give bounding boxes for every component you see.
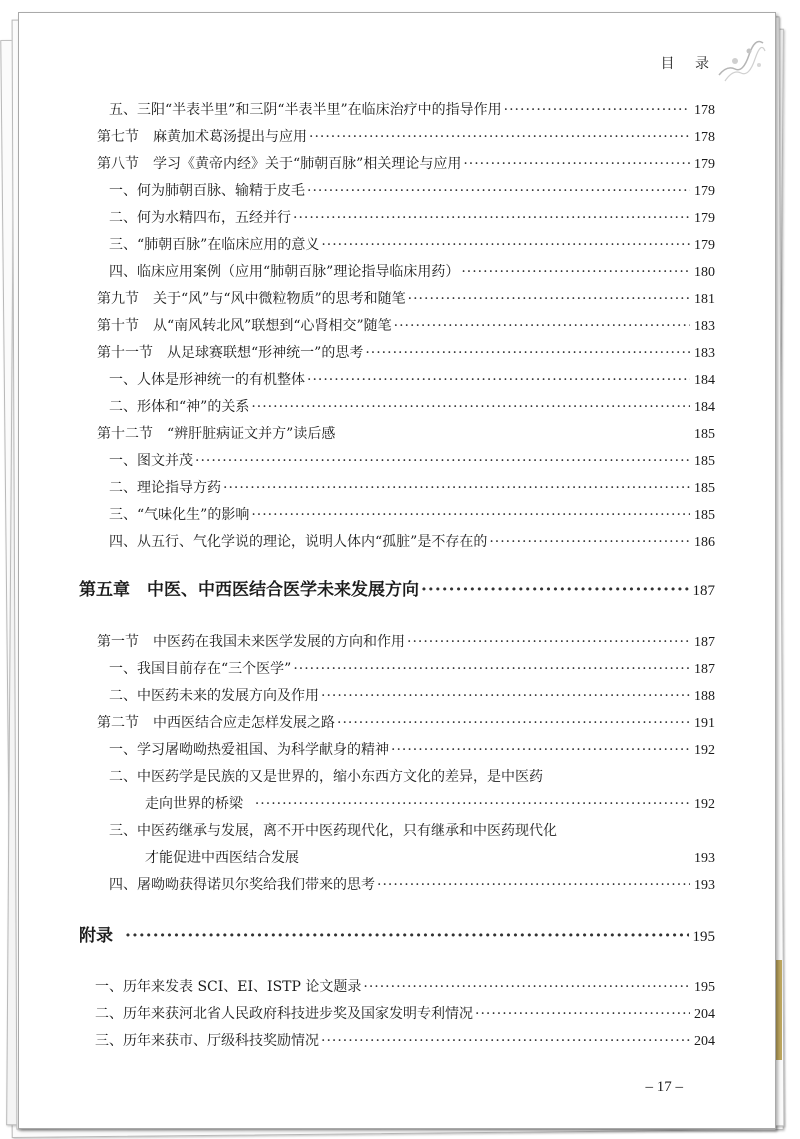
toc-entry-title: 二、理论指导方药 [109,480,221,496]
toc-entry-title: 二、历年来获河北省人民政府科技进步奖及国家发明专利情况 [95,1006,473,1022]
toc-section[interactable] [97,631,715,653]
toc-entry-title: 三、“气味化生”的影响 [109,507,250,523]
toc-entry-page: 204 [694,1034,715,1049]
toc-entry[interactable] [109,820,715,842]
toc-entry-title: 第十一节 从足球赛联想“形神统一”的思考 [97,345,364,361]
toc-section[interactable] [97,288,715,310]
toc-entry[interactable] [109,477,715,499]
toc-entry[interactable] [109,766,715,788]
toc-entry-page: 191 [694,716,715,731]
toc-entry-title: 二、中医药学是民族的又是世界的，缩小东西方文化的差异，是中医药 [109,769,543,785]
toc-entry-page: 181 [694,292,715,307]
toc-section[interactable] [97,126,715,148]
toc-entry-page: 184 [694,400,715,415]
toc-entry-title: 附录 [79,926,113,946]
toc-entry[interactable] [95,976,715,998]
toc-entry-page: 185 [694,454,715,469]
toc-entry-title: 第二节 中西医结合应走怎样发展之路 [97,715,335,731]
toc-entry-title: 二、中医药未来的发展方向及作用 [109,688,319,704]
toc-entry-title: 走向世界的桥梁 [145,796,243,812]
toc-entry-title: 五、三阳“半表半里”和三阴“半表半里”在临床治疗中的指导作用 [109,102,502,118]
toc-entry-title: 第五章 中医、中西医结合医学未来发展方向 [79,580,419,600]
toc-entry-title: 二、形体和“神”的关系 [109,399,250,415]
toc-entry-page: 184 [694,373,715,388]
toc-entry[interactable] [109,531,715,553]
toc-entry-title: 一、历年来发表 SCI、EI、ISTP 论文题录 [95,979,362,995]
toc-entry-continuation[interactable] [145,847,715,869]
toc-entry-title: 一、学习屠呦呦热爱祖国、为科学献身的精神 [109,742,389,758]
toc-entry-page: 180 [694,265,715,280]
toc-entry[interactable] [109,396,715,418]
toc-entry-page: 204 [694,1007,715,1022]
page-number: – 17 – [645,1079,683,1095]
toc-entry-title: 第七节 麻黄加术葛汤提出与应用 [97,129,307,145]
toc-entry[interactable] [109,450,715,472]
toc-entry-page: 185 [694,508,715,523]
toc-entry-title: 一、我国目前存在“三个医学” [109,661,292,677]
toc-entry-page: 193 [694,878,715,893]
toc-chapter[interactable] [79,579,715,601]
toc-entry-title: 三、“肺朝百脉”在临床应用的意义 [109,237,320,253]
toc-entry-page: 186 [694,535,715,550]
toc-entry-title: 一、何为肺朝百脉、输精于皮毛 [109,183,305,199]
toc-entry[interactable] [109,685,715,707]
toc-entry[interactable] [109,658,715,680]
toc-entry-page: 187 [694,662,715,677]
toc-entry-page: 195 [692,929,715,945]
toc-entry-title: 第八节 学习《黄帝内经》关于“肺朝百脉”相关理论与应用 [97,156,462,172]
toc-entry-title: 二、何为水精四布，五经并行 [109,210,291,226]
toc-entry-page: 192 [694,797,715,812]
toc-entry-page: 179 [694,238,715,253]
toc-entry-page: 179 [694,184,715,199]
toc-entry[interactable] [109,874,715,896]
toc-section[interactable] [97,712,715,734]
decorative-ornament-icon [715,35,767,85]
toc-entry-page: 195 [694,980,715,995]
toc-entry-page: 179 [694,157,715,172]
toc-appendix[interactable] [79,925,715,947]
toc-entry-page: 185 [694,427,715,442]
toc-entry[interactable] [109,261,715,283]
toc-entry-page: 178 [694,103,715,118]
toc-entry[interactable] [95,1030,715,1052]
toc-entry[interactable] [109,99,715,121]
toc-entry[interactable] [109,504,715,526]
toc-entry-title: 四、临床应用案例（应用“肺朝百脉”理论指导临床用药） [109,264,460,280]
toc-entry-title: 一、人体是形神统一的有机整体 [109,372,305,388]
toc-entry-page: 193 [694,851,715,866]
toc-entry-page: 183 [694,319,715,334]
toc-entry-title: 第十二节 “辨肝脏病证文并方”读后感 [97,426,336,442]
toc-entry-page: 185 [694,481,715,496]
toc-section[interactable] [97,315,715,337]
toc-entry-page: 179 [694,211,715,226]
toc-entry-page: 178 [694,130,715,145]
toc-entry-title: 四、从五行、气化学说的理论，说明人体内“孤脏”是不存在的 [109,534,488,550]
toc-entry-page: 183 [694,346,715,361]
toc-entry[interactable] [109,234,715,256]
toc-section[interactable] [97,423,715,445]
toc-section[interactable] [97,153,715,175]
toc-entry[interactable] [109,207,715,229]
toc-entry-title: 三、中医药继承与发展，离不开中医药现代化，只有继承和中医药现代化 [109,823,557,839]
toc-entry-title: 一、图文并茂 [109,453,193,469]
toc-entry[interactable] [109,180,715,202]
toc-entry[interactable] [109,369,715,391]
toc-entry-title: 才能促进中西医结合发展 [145,850,299,866]
page-header-title: 目 录 [660,56,717,72]
toc-section[interactable] [97,342,715,364]
toc-entry-title: 四、屠呦呦获得诺贝尔奖给我们带来的思考 [109,877,375,893]
toc-entry-continuation[interactable] [145,793,715,815]
toc-entry-page: 188 [694,689,715,704]
toc-entry[interactable] [109,739,715,761]
document-page [18,12,776,1129]
toc-entry-title: 三、历年来获市、厅级科技奖励情况 [95,1033,319,1049]
toc-entry-title: 第一节 中医药在我国未来医学发展的方向和作用 [97,634,405,650]
toc-entry-title: 第九节 关于“风”与“风中微粒物质”的思考和随笔 [97,291,406,307]
toc-entry-page: 187 [694,635,715,650]
toc-entry-page: 187 [692,583,715,599]
toc-entry-page: 192 [694,743,715,758]
toc-entry-title: 第十节 从“南风转北风”联想到“心肾相交”随笔 [97,318,392,334]
toc-entry[interactable] [95,1003,715,1025]
